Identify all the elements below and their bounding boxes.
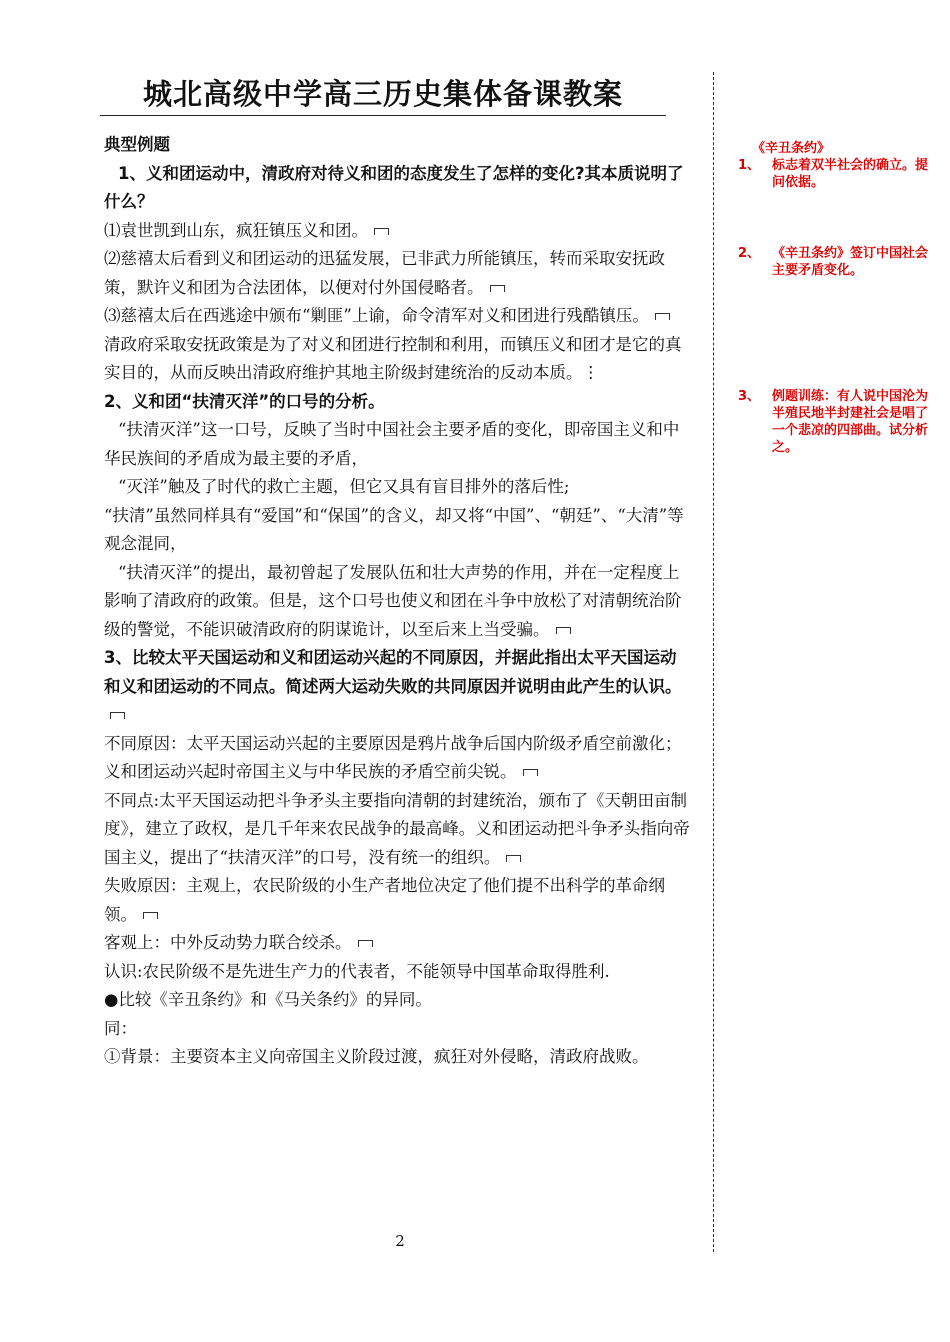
q1-point-1-text: ⑴袁世凯到山东，疯狂镇压义和团。 [104,220,368,240]
question-2: 2、义和团“扶清灭洋”的口号的分析。 [104,391,385,411]
sidebar-item-2-text: 《辛丑条约》签订中国社会主要矛盾变化。 [772,246,929,278]
q3-point-4-text: 客观上：中外反动势力联合绞杀。 [104,933,352,952]
sidebar-item-1-num: 1、 [738,158,761,173]
revision-mark-icon [490,285,505,292]
q3-point-2-text: 不同点:太平天国运动把斗争矛头主要指向清朝的封建统治，颁布了《天朝田亩制度》，建立了政权，是几千年来农民战争的最高峰。义和团运动把斗争矛头指向帝国主义，提出了“扶清灭洋”的口号，没有统一的组织。 [104,790,690,867]
q1-point-1 [104,217,692,246]
main-content [104,131,692,1072]
revision-mark-icon [556,627,571,634]
question-1: 1、义和团运动中，清政府对待义和团的态度发生了怎样的变化?其本质说明了什么？ [104,163,684,211]
page-number: 2 [395,1232,405,1250]
revision-mark-icon [523,769,538,776]
sidebar-item-3-num: 3、 [738,389,761,404]
q1-point-3 [104,302,692,331]
title-underline [100,115,666,116]
q1-conclusion: 清政府采取安抚政策是为了对义和团进行控制和利用，而镇压义和团才是它的真实目的，从而反映出清政府维护其地主阶级封建统治的反动本质。⋮ [104,334,682,382]
q2-point-4-text: “扶清灭洋”的提出，最初曾起了发展队伍和壮大声势的作用，并在一定程度上影响了清政府的政策。但是，这个口号也使义和团在斗争中放松了对清朝统治阶级的警觉，不能识破清政府的阴谋诡计，以至后来上当受骗。 [104,562,682,639]
q1-point-3-text: ⑶慈禧太后在西逃途中颁布“剿匪”上谕，命令清军对义和团进行残酷镇压。 [104,306,649,325]
question-3-text: 3、比较太平天国运动和义和团运动兴起的不同原因，并据此指出太平天国运动和义和团运动的不同点。简述两大运动失败的共同原因并说明由此产生的认识。 [104,648,682,696]
sidebar-item-1-text: 标志着双半社会的确立。提问依据。 [772,158,929,190]
q2-point-2: “灭洋”触及了时代的救亡主题，但它又具有盲目排外的落后性; [118,477,570,496]
q2-point-3: “扶清”虽然同样具有“爱国”和“保国”的含义，却又将“中国”、“朝廷”、“大清”等观念混同， [104,505,684,553]
q2-point-4 [104,559,692,645]
q3-point-2 [104,787,692,873]
sidebar-title-block [738,140,934,191]
sidebar-item-2 [738,245,934,279]
q3-point-1 [104,730,692,787]
page-title: 城北高级中学高三历史集体备课教案 [142,77,623,111]
revision-mark-icon [358,940,373,947]
sidebar-title: 《辛丑条约》 [752,141,831,156]
question-4: ●比较《辛丑条约》和《马关条约》的异同。 [104,990,432,1009]
q4-same-label: 同： [104,1018,137,1038]
sidebar-item-3-text: 例题训练：有人说中国沦为半殖民地半封建社会是唱了一个悲凉的四部曲。试分析之。 [772,389,929,455]
q3-point-4 [104,929,692,958]
question-3 [104,644,692,730]
q3-point-3 [104,872,692,929]
revision-mark-icon [143,912,158,919]
q4-point-1: ①背景：主要资本主义向帝国主义阶段过渡，疯狂对外侵略，清政府战败。 [104,1047,649,1066]
q1-point-2 [104,245,692,302]
q3-point-3-text: 失败原因：主观上，农民阶级的小生产者地位决定了他们提不出科学的革命纲领。 [104,876,665,924]
q1-point-2-text: ⑵慈禧太后看到义和团运动的迅猛发展，已非武力所能镇压，转而采取安抚政策，默许义和团为合法团体，以便对付外国侵略者。 [104,249,665,297]
margin-divider [713,72,714,1252]
q3-point-5: 认识:农民阶级不是先进生产力的代表者，不能领导中国革命取得胜利. [104,961,610,981]
q2-point-1: “扶清灭洋”这一口号，反映了当时中国社会主要矛盾的变化，即帝国主义和中华民族间的矛盾成为最主要的矛盾， [104,420,680,468]
revision-mark-icon [655,313,670,320]
q3-point-1-text: 不同原因：太平天国运动兴起的主要原因是鸦片战争后国内阶级矛盾空前激化；义和团运动兴起时帝国主义与中华民族的矛盾空前尖锐。 [104,733,682,781]
sidebar-item-1 [738,157,934,191]
sidebar-item-3 [738,388,934,456]
revision-mark-icon [374,228,389,235]
section-heading: 典型例题 [104,135,170,154]
sidebar-item-2-num: 2、 [738,246,761,261]
revision-mark-icon [110,712,125,719]
revision-mark-icon [506,855,521,862]
